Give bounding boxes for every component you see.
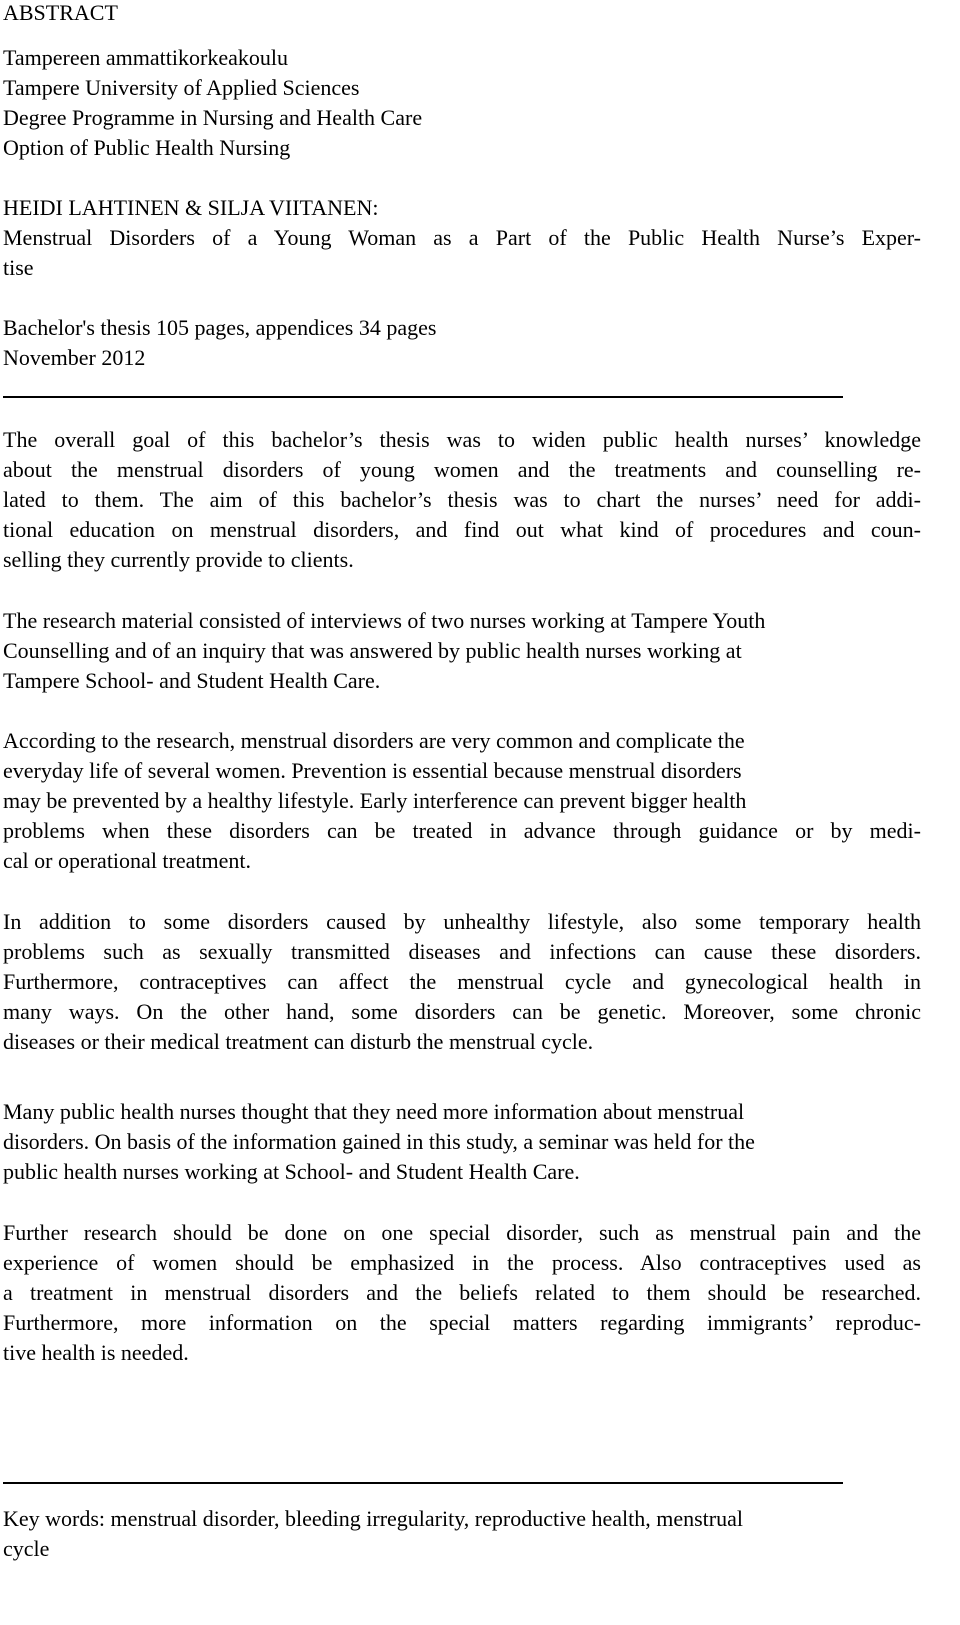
abstract-heading: ABSTRACT [3,0,118,25]
abstract-line: cal or operational treatment. [3,848,251,873]
abstract-line: Many public health nurses thought that they need more information about menstrual [3,1099,745,1124]
keywords-line: Key words: menstrual disorder, bleeding irregularity, reproductive health, menstrual [3,1506,743,1531]
institution-english-name: Tampere University of Applied Sciences [3,75,360,100]
top-divider [3,396,843,398]
abstract-line: everyday life of several women. Prevention is essential because menstrual disorders [3,758,742,783]
thesis-title-line: Menstrual Disorders of a Young Woman as a Part of the Public Health Nurse’s Exper- [3,225,921,250]
abstract-line: According to the research, menstrual disorders are very common and complicate the [3,728,745,753]
abstract-line: The research material consisted of interviews of two nurses working at Tampere Youth [3,608,766,633]
bottom-divider [3,1482,843,1484]
abstract-line: a treatment in menstrual disorders and the beliefs related to them should be researched. [3,1280,921,1305]
abstract-line: tional education on menstrual disorders, and find out what kind of procedures and coun- [3,517,921,542]
abstract-line: problems when these disorders can be treated in advance through guidance or by medi- [3,818,921,843]
institution-finnish-name: Tampereen ammattikorkeakoulu [3,45,288,70]
abstract-line: many ways. On the other hand, some disorders can be genetic. Moreover, some chronic [3,999,921,1024]
abstract-line: Tampere School- and Student Health Care. [3,668,381,693]
abstract-line: lated to them. The aim of this bachelor’s thesis was to chart the nurses’ need for addi- [3,487,921,512]
thesis-date: November 2012 [3,345,146,370]
abstract-line: The overall goal of this bachelor’s thesis was to widen public health nurses’ knowledge [3,427,921,452]
degree-programme: Degree Programme in Nursing and Health Care [3,105,423,130]
thesis-title-line: tise [3,255,34,280]
thesis-authors: HEIDI LAHTINEN & SILJA VIITANEN: [3,195,379,220]
abstract-line: Counselling and of an inquiry that was answered by public health nurses working at [3,638,742,663]
thesis-page-count: Bachelor's thesis 105 pages, appendices 34 pages [3,315,437,340]
abstract-line: experience of women should be emphasized in the process. Also contraceptives used as [3,1250,921,1275]
abstract-line: tive health is needed. [3,1340,189,1365]
abstract-line: diseases or their medical treatment can disturb the menstrual cycle. [3,1029,594,1054]
abstract-line: In addition to some disorders caused by unhealthy lifestyle, also some temporary health [3,909,921,934]
abstract-line: Further research should be done on one special disorder, such as menstrual pain and the [3,1220,921,1245]
abstract-line: problems such as sexually transmitted diseases and infections can cause these disorders. [3,939,921,964]
abstract-line: disorders. On basis of the information gained in this study, a seminar was held for the [3,1129,755,1154]
keywords-line: cycle [3,1536,50,1561]
abstract-line: about the menstrual disorders of young women and the treatments and counselling re- [3,457,921,482]
abstract-line: selling they currently provide to clients. [3,547,354,572]
abstract-line: may be prevented by a healthy lifestyle. Early interference can prevent bigger health [3,788,747,813]
abstract-line: Furthermore, contraceptives can affect the menstrual cycle and gynecological health in [3,969,921,994]
abstract-line: public health nurses working at School- and Student Health Care. [3,1159,580,1184]
abstract-line: Furthermore, more information on the special matters regarding immigrants’ reproduc- [3,1310,921,1335]
programme-option: Option of Public Health Nursing [3,135,291,160]
